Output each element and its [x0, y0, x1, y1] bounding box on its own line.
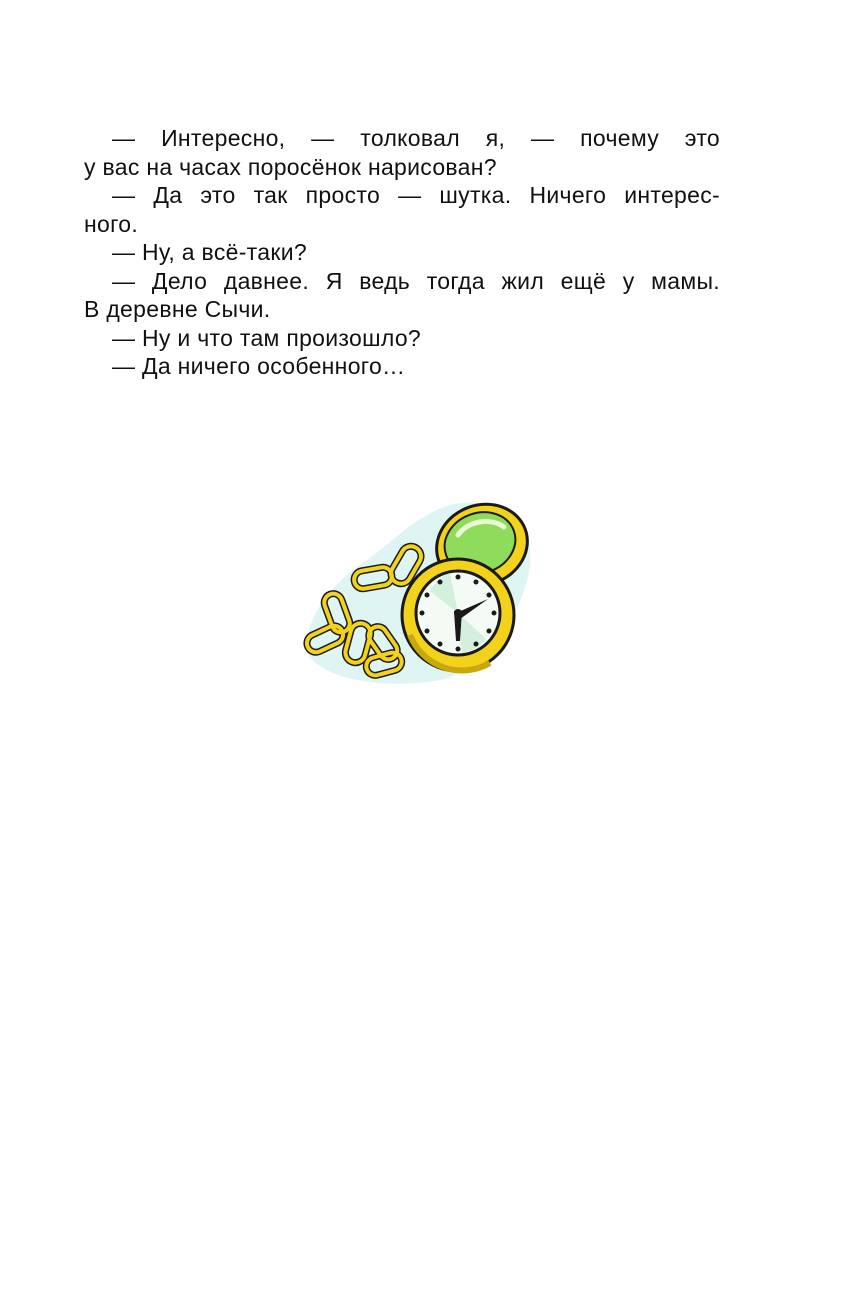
- watch-body: [402, 559, 514, 671]
- page-text: [84, 124, 720, 381]
- text-line: — Интересно, — толковал я, — почему это: [112, 125, 720, 151]
- text-line: — Дело давнее. Я ведь тогда жил ещё у мамы.: [112, 267, 720, 294]
- text-line: — Ну и что там произошло?: [112, 324, 422, 351]
- text-line: — Да ничего особенного…: [112, 353, 406, 379]
- text-line: ного.: [84, 210, 139, 237]
- text-line: у вас на часах поросёнок нарисован?: [84, 153, 497, 180]
- text-line: — Ну, а всё-таки?: [112, 239, 307, 265]
- text-line: В деревне Сычи.: [84, 296, 271, 322]
- pocket-watch-illustration: [290, 495, 540, 695]
- pocket-watch-icon: [290, 495, 540, 695]
- text-line: — Да это так просто — шутка. Ничего интерес-: [112, 182, 720, 208]
